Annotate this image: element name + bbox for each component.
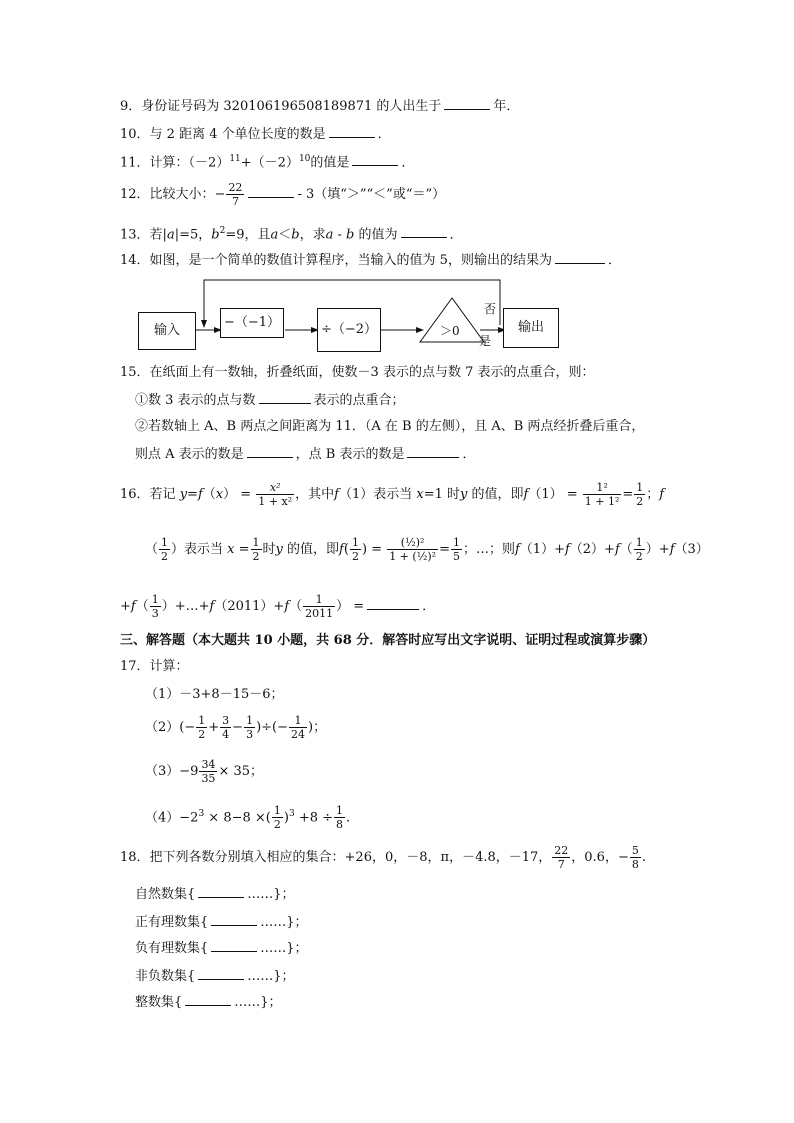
question-16-line3 xyxy=(120,590,435,624)
q18-set-positive-tail: ……}； xyxy=(260,915,308,930)
q18-set-nonneg-blank[interactable] xyxy=(198,966,244,980)
q18-set-integer-name: 整数集{ xyxy=(135,995,183,1010)
q16-l2-t8: （3） xyxy=(674,542,709,557)
q16-l2-eq2: = xyxy=(439,542,450,557)
q16-arg4-den: 2 xyxy=(635,550,643,563)
q16-f11: f xyxy=(209,599,215,614)
q16-arg4-num: 1 xyxy=(635,536,643,549)
q16-semi: ； xyxy=(646,487,660,502)
q18-set-natural-tail: ……}； xyxy=(247,887,295,902)
q17-p2-n4: 1 xyxy=(289,714,307,728)
q16-arg-half-4 xyxy=(634,536,645,563)
flow-no-label: 否 xyxy=(484,302,497,316)
q17-p3-t2: × 35； xyxy=(218,764,264,779)
q18-set-positive-name: 正有理数集{ xyxy=(135,915,209,930)
q17-p3-d: 35 xyxy=(201,772,216,785)
q11-mid: +（－2） xyxy=(240,155,299,171)
q10-text: 10．与 2 距离 4 个单位长度的数是 xyxy=(120,127,326,142)
q16-f7: f xyxy=(564,542,570,557)
flow-step2-label: ÷（−2） xyxy=(320,322,378,337)
q11-exp1: 11 xyxy=(229,154,241,164)
q18-set-negative-rational xyxy=(135,938,308,958)
q17-p2-frac3 xyxy=(244,714,255,741)
q11-end: ． xyxy=(401,155,415,171)
flow-step1-label: −（−1） xyxy=(223,315,281,330)
q18-frac1 xyxy=(552,844,570,871)
q13-answer-blank[interactable] xyxy=(401,224,447,238)
q12-numerator: 22 xyxy=(228,181,243,194)
q18-set-positive-blank[interactable] xyxy=(211,912,257,926)
q18-mid: ，0.6，− xyxy=(571,850,629,865)
q16-eq2: = xyxy=(622,487,634,502)
q16-arg-half-3 xyxy=(350,536,361,563)
q16-f9: f xyxy=(669,542,675,557)
q17-p2-frac1 xyxy=(196,714,207,741)
q16-last-num: 1 xyxy=(303,593,335,607)
q13-var-a2: a xyxy=(270,227,279,243)
q11-text: 11．计算：（－2） xyxy=(120,155,230,171)
q16-fraction-big xyxy=(387,536,438,563)
q14-answer-blank[interactable] xyxy=(555,250,605,264)
q13-end: ． xyxy=(449,227,463,243)
question-15 xyxy=(120,364,594,382)
q16-arg2-den: 2 xyxy=(252,550,260,563)
q15-p3a: 则点 A 表示的数是 xyxy=(135,447,244,462)
q16-fraction-one xyxy=(583,481,622,508)
q18-set-natural-name: 自然数集{ xyxy=(135,887,196,902)
q12-fraction xyxy=(226,181,244,208)
q16-l3-lp2: （ xyxy=(289,599,303,614)
q18-set-nonneg-name: 非负数集{ xyxy=(135,969,196,984)
q16-fifth-den: 5 xyxy=(452,550,460,563)
q13-t5: 的值为 xyxy=(354,227,398,243)
q16-y: y xyxy=(179,487,188,502)
q16-x: x xyxy=(215,487,224,502)
q16-fraction-last xyxy=(303,593,335,620)
question-14 xyxy=(120,250,621,270)
q16-l2-t3: 的值，即 xyxy=(282,542,340,557)
q9-answer-blank[interactable] xyxy=(444,96,490,110)
question-13 xyxy=(120,222,463,244)
q18-d1: 7 xyxy=(557,858,565,871)
q16-t6: （1） = xyxy=(528,487,578,502)
q16-big-num: (½)² xyxy=(387,536,438,550)
q17-p4-t2: × 8−8 ×( xyxy=(204,810,271,826)
q13-t3: =9，且 xyxy=(225,227,271,243)
flow-step1-box xyxy=(220,308,284,338)
q16-f4: f xyxy=(659,487,665,502)
q13-t2: |=5， xyxy=(174,227,212,243)
q18-end: . xyxy=(641,850,646,865)
q15-p3b: ，点 B 表示的数是 xyxy=(295,447,405,462)
q12-answer-blank[interactable] xyxy=(248,184,294,198)
q16-def-den: 1 + x² xyxy=(258,495,293,508)
q16-big-den: 1 + (½)² xyxy=(389,550,437,563)
q17-p4-t5: . xyxy=(346,810,351,826)
q18-frac2 xyxy=(630,844,641,871)
q10-answer-blank[interactable] xyxy=(329,124,375,138)
question-16-line2 xyxy=(145,530,709,570)
q15-p3c: ． xyxy=(462,447,476,462)
q17-p4-n2: 1 xyxy=(336,804,344,818)
question-10 xyxy=(120,124,391,144)
flow-input-box xyxy=(138,312,196,350)
q18-set-negative-name: 负有理数集{ xyxy=(135,941,209,956)
q17-p2-d1: 2 xyxy=(198,728,206,741)
q17-p2-t2: + xyxy=(208,720,220,735)
q16-arg3-den: 2 xyxy=(351,550,359,563)
q17-p2-n1: 1 xyxy=(198,714,206,727)
q16-f5: f xyxy=(339,542,344,557)
q16-f8: f xyxy=(614,542,620,557)
q10-suffix: ． xyxy=(377,127,391,142)
q16-arg3-num: 1 xyxy=(351,536,359,549)
q16-x2: x xyxy=(416,487,424,502)
q16-l2-eq: = xyxy=(234,542,250,557)
q16-fraction-fifth xyxy=(451,536,462,563)
q17-p4-t3: ) xyxy=(283,810,289,826)
q17-p2-frac4 xyxy=(289,714,307,741)
q16-one-num: 1² xyxy=(583,481,622,495)
q17-p4-d2: 8 xyxy=(336,818,344,832)
q18-set-positive-rational xyxy=(135,912,308,932)
q18-n1: 22 xyxy=(554,844,569,857)
q16-l2-t6: （2）+ xyxy=(569,542,615,557)
q16-f12: f xyxy=(284,599,290,614)
q18-n2: 5 xyxy=(631,844,639,857)
q16-eq: = xyxy=(187,487,198,502)
q9-text: 9．身份证号码为 320106196508189871 的人出生于 xyxy=(120,99,442,114)
q16-l3-end: ． xyxy=(422,599,436,614)
q16-fifth-num: 1 xyxy=(452,536,460,549)
q12-denominator: 7 xyxy=(231,195,239,208)
q17-p4-frac xyxy=(272,804,283,831)
q17-p2-d4: 24 xyxy=(291,728,305,741)
q14-end: ． xyxy=(607,253,621,268)
q17-p4-d: 2 xyxy=(273,818,281,832)
q13-sq: 2 xyxy=(219,226,226,236)
q17-p2-n2: 3 xyxy=(222,714,230,727)
q13-var-b: b xyxy=(211,227,220,243)
q16-f: f xyxy=(197,487,203,502)
flow-yes-label: 是 xyxy=(479,334,492,348)
q13-lt: ＜ xyxy=(278,227,292,243)
q13-var-a3: a xyxy=(325,227,334,243)
q18-set-natural-blank[interactable] xyxy=(198,884,244,898)
q17-p2-t5: )； xyxy=(308,720,327,735)
q16-t3: （1）表示当 xyxy=(338,487,417,502)
section-3-heading: 三、解答题（本大题共 10 小题，共 68 分．解答时应写出文字说明、证明过程或演算步骤） xyxy=(120,633,656,648)
q15-part2 xyxy=(135,418,644,436)
q18-set-negative-tail: ……}； xyxy=(260,941,308,956)
q16-last-den: 2011 xyxy=(305,607,334,620)
q15-p1b: 表示的点重合； xyxy=(313,393,405,408)
flow-input-label: 输入 xyxy=(153,323,180,338)
q17-p2-d3: 3 xyxy=(246,728,254,741)
flow-step2-box xyxy=(317,308,381,352)
q16-l2-t7: ）+ xyxy=(645,542,670,557)
q16-lp: （ xyxy=(202,487,216,502)
q18-set-integer-blank[interactable] xyxy=(185,992,231,1006)
q17-p4-frac2 xyxy=(334,804,345,831)
q17-p2-n3: 1 xyxy=(246,714,254,727)
q16-arg2-num: 1 xyxy=(252,536,260,549)
flow-output-label: 输出 xyxy=(517,320,544,335)
q17-p4-exp: 3 xyxy=(198,809,205,819)
q13-minus: - xyxy=(333,227,347,243)
q15-blank-1[interactable] xyxy=(259,390,311,404)
q16-l3-t1: ）+…+ xyxy=(161,599,210,614)
q17-part1: （1）－3+8－15－6； xyxy=(145,687,284,702)
q17-p2-t4: )÷(− xyxy=(256,720,288,735)
q15-p1a: ①数 3 表示的点与数 xyxy=(135,393,256,408)
q16-t5: 的值，即 xyxy=(467,487,524,502)
q16-l3-t2: （2011）+ xyxy=(214,599,285,614)
q16-fraction-def xyxy=(256,481,294,508)
question-17: 17．计算： xyxy=(120,659,189,674)
q16-y3: y xyxy=(275,542,283,557)
q16-x3: x xyxy=(227,542,235,557)
q16-f6: f xyxy=(514,542,520,557)
q16-arg-half-1 xyxy=(159,536,170,563)
q15-part3 xyxy=(135,444,476,464)
question-16-line1 xyxy=(120,478,664,512)
q17-p3-t1: （3）−9 xyxy=(145,764,199,779)
q17-part3 xyxy=(145,756,263,788)
q13-var-b3: b xyxy=(346,227,355,243)
q17-part4 xyxy=(145,798,350,834)
q16-half-den: 2 xyxy=(636,495,644,508)
q18-set-integer-tail: ……}； xyxy=(234,995,282,1010)
question-12 xyxy=(120,180,445,210)
q13-var-b2: b xyxy=(291,227,300,243)
q16-answer-blank[interactable] xyxy=(367,596,419,610)
q16-l2-t2: 时 xyxy=(262,542,276,557)
q16-l2-t1: ）表示当 xyxy=(171,542,228,557)
q13-t1: 13．若| xyxy=(120,227,167,243)
question-18 xyxy=(120,842,646,874)
q16-half-num: 1 xyxy=(636,481,644,494)
q11-suffix: 的值是 xyxy=(310,155,350,171)
q16-l3-plus: + xyxy=(120,599,131,614)
q17-p2-d2: 4 xyxy=(222,728,230,741)
q16-f2: f xyxy=(334,487,339,502)
question-11 xyxy=(120,150,414,172)
q18-set-non-negative xyxy=(135,966,295,986)
q16-l3-t3: ） = xyxy=(336,599,365,614)
q15-stem: 15．在纸面上有一数轴，折叠纸面，使数－3 表示的点与数 7 表示的点重合，则： xyxy=(120,365,595,380)
q15-blank-2[interactable] xyxy=(247,444,293,458)
q11-exp2: 10 xyxy=(298,154,311,164)
q17-p4-t1: （4）−2 xyxy=(145,810,199,826)
q17-part2 xyxy=(145,712,326,744)
q17-p3-n: 34 xyxy=(201,758,216,771)
q16-fraction-half xyxy=(634,481,645,508)
q16-l2-lp3: （ xyxy=(619,542,633,557)
flow-condition-label: ＞0 xyxy=(440,324,460,338)
q13-t4: ，求 xyxy=(299,227,326,243)
q17-p2-t3: − xyxy=(232,720,244,735)
q17-p4-t4: +8 ÷ xyxy=(294,810,334,826)
q16-f3: f xyxy=(523,487,529,502)
q9-suffix: 年． xyxy=(493,99,520,114)
q16-fraction-third xyxy=(150,593,161,620)
q18-set-natural xyxy=(135,884,295,904)
q16-rp: ） = xyxy=(223,487,252,502)
q16-l2-t5: （1）+ xyxy=(519,542,565,557)
q16-arg-half-2 xyxy=(251,536,262,563)
q16-l2-t4: ；…；则 xyxy=(462,542,515,557)
q16-t2: ，其中 xyxy=(295,487,335,502)
q16-t1: 16．若记 xyxy=(120,487,180,502)
q18-set-negative-blank[interactable] xyxy=(211,938,257,952)
q18-d2: 8 xyxy=(631,858,639,871)
q16-f10: f xyxy=(130,599,136,614)
q16-l2-lp: （ xyxy=(145,542,159,557)
q17-p3-frac xyxy=(199,758,217,785)
q16-y2: y xyxy=(460,487,468,502)
q18-set-nonneg-tail: ……}； xyxy=(247,969,295,984)
q16-l3-lp: （ xyxy=(135,599,149,614)
q15-p2: ②若数轴上 A、B 两点之间距离为 11．（A 在 B 的左侧），且 A、B 两点经折叠后重合， xyxy=(135,419,645,434)
q17-p2-t1: （2）(− xyxy=(145,720,196,735)
q18-set-integer xyxy=(135,992,282,1012)
q14-text: 14．如图，是一个简单的数值计算程序，当输入的值为 5，则输出的结果为 xyxy=(120,253,552,268)
flow-output-box xyxy=(503,308,559,348)
q11-answer-blank[interactable] xyxy=(352,152,398,166)
q15-part1 xyxy=(135,390,405,410)
q16-t4: =1 时 xyxy=(423,487,460,502)
q16-third-num: 1 xyxy=(151,593,159,606)
q15-blank-3[interactable] xyxy=(407,444,459,458)
q16-arg1-num: 1 xyxy=(161,536,169,549)
question-9 xyxy=(120,96,519,116)
q12-text: 12．比较大小：− xyxy=(120,187,226,202)
q16-one-den: 1 + 1² xyxy=(584,495,620,508)
q18-stem: 18．把下列各数分别填入相应的集合：+26，0，－8，π，－4.8，－17， xyxy=(120,850,552,865)
q16-def-num: x² xyxy=(256,481,294,495)
q16-third-den: 3 xyxy=(151,607,159,620)
q17-p4-n: 1 xyxy=(273,804,281,818)
q17-p2-frac2 xyxy=(220,714,231,741)
q16-l2-rp: ) = xyxy=(361,542,383,557)
q12-suffix: - 3（填“＞”“＜”或“＝”） xyxy=(297,187,446,202)
q16-arg1-den: 2 xyxy=(161,550,169,563)
q17-p4-exp2: 3 xyxy=(288,809,295,819)
q13-var-a: a xyxy=(166,227,175,243)
q16-l2-lp2: ( xyxy=(343,542,349,557)
